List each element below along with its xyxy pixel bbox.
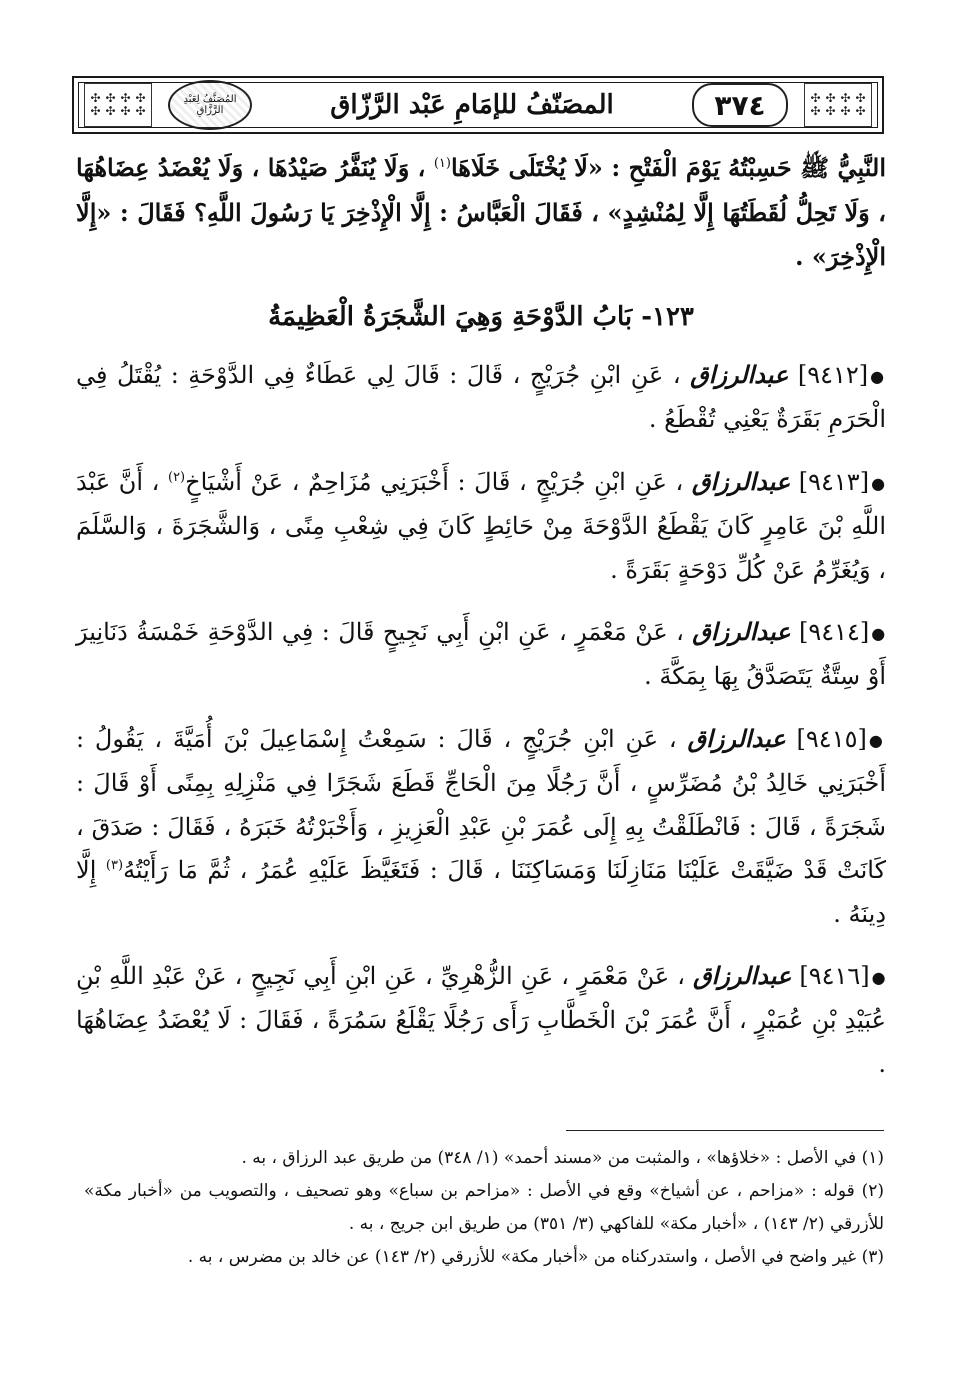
footnote-ref-1[interactable]: (١): [433, 156, 451, 171]
hadith-text-b: إِلَّا دِينَهُ .: [76, 856, 886, 928]
hadith-number: [٩٤١٥]: [796, 724, 867, 753]
footnote-3: (٣) غير واضح في الأصل ، واستدركناه من «أخبار مكة» للأزرقي (٢/ ١٤٣) عن خالد بن مضرس ، به .: [187, 1247, 884, 1267]
hadith-9413: [76, 460, 886, 592]
hadith-9415: [76, 717, 886, 936]
footnote-2: (٢) قوله : «مزاحم ، عن أشياخ» وقع في الأصل : «مزاحم بن سباع» وهو تصحيف ، والتصويب من «أخبار مكة» للأزرقي (٢/ ١٤٣) ، «أخبار مكة» للفاكهي (٣/ ٣٥١) من طريق ابن جريج ، به .: [84, 1181, 884, 1234]
seal-text: المُصَنَّفُ لِعَبْدِ الرَّزَّاقِ: [183, 94, 237, 116]
hadith-text: ، عَنْ مَعْمَرٍ ، عَنِ الزُّهْرِيِّ ، عَنِ ابْنِ أَبِي نَجِيحٍ ، عَنْ عَبْدِ اللَّهِ بْنِ عُبَيْدِ بْنِ عُمَيْرٍ ، أَنَّ عُمَرَ بْنَ الْخَطَّابِ رَأَى رَجُلًا يَقْلَعُ سَمُرَةً ، فَقَالَ : لَا يُعْضَدُ عِضَاهُهَا .: [76, 962, 886, 1078]
narrator-name: عبدالرزاق: [687, 723, 786, 753]
footnote-ref-2[interactable]: (٢): [167, 469, 186, 485]
hadith-9412: [76, 353, 886, 442]
footnote-ref-3[interactable]: (٣): [105, 858, 124, 873]
main-text: [76, 146, 886, 1104]
hadith-9416: [76, 954, 886, 1086]
hadith-number: [٩٤١٣]: [798, 467, 870, 496]
footnote-divider: [566, 1130, 884, 1131]
book-title: المصَنّفُ للإمَامِ عَبْد الرَّزّاق: [330, 90, 614, 120]
hadith-number: [٩٤١٢]: [797, 361, 869, 389]
page-number: ٣٧٤: [692, 83, 788, 127]
footnote-1: (١) في الأصل : «خلاؤها» ، والمثبت من «مسند أحمد» (١/ ٣٤٨) من طريق عبد الرزاق ، به .: [241, 1148, 884, 1168]
hadith-text: ، عَنِ ابْنِ جُرَيْجٍ ، قَالَ : قَالَ لِي عَطَاءٌ فِي الدَّوْحَةِ : يُقْتَلُ فِي الْحَرَمِ بَقَرَةٌ يَعْنِي تُقْطَعُ .: [76, 361, 886, 434]
bullet-icon: ●: [871, 623, 886, 643]
hadith-text-a: ، عَنِ ابْنِ جُرَيْجٍ ، قَالَ : أَخْبَرَنِي مُزَاحِمٌ ، عَنْ أَشْيَاخٍ: [185, 467, 692, 496]
bullet-icon: ●: [868, 730, 886, 750]
footnotes: [84, 1142, 884, 1274]
intro-text-b: ، وَلَا يُنَفَّرُ صَيْدُهَا ، وَلَا يُعْضَدُ عِضَاهُهَا ، وَلَا تَحِلُّ لُقَطَتُهَا إِلَّا لِمُنْشِدٍ» ، فَقَالَ الْعَبَّاسُ : إِلَّا الْإِذْخِرَ يَا رَسُولَ اللَّهِ؟ فَقَالَ : «إِلَّا الْإِذْخِرَ» .: [76, 153, 886, 271]
running-header: [72, 76, 884, 134]
hadith-number: [٩٤١٦]: [799, 962, 870, 990]
narrator-name: عبدالرزاق: [693, 961, 792, 990]
narrator-name: عبدالرزاق: [691, 466, 791, 496]
chapter-heading: ١٢٣- بَابُ الدَّوْحَةِ وَهِيَ الشَّجَرَةُ الْعَظِيمَةُ: [268, 301, 694, 332]
hadith-text: ، عَنْ مَعْمَرٍ ، عَنِ ابْنِ أَبِي نَجِيحٍ قَالَ : فِي الدَّوْحَةِ خَمْسَةُ دَنَانِيرَ أَوْ سِتَّةٌ يَتَصَدَّقُ بِهَا بِمَكَّةَ .: [76, 618, 886, 691]
bullet-icon: ●: [870, 366, 887, 386]
hadith-number: [٩٤١٤]: [798, 618, 870, 646]
bullet-icon: ●: [871, 967, 886, 987]
intro-paragraph: [76, 146, 886, 280]
hadith-9414: [76, 610, 886, 699]
bullet-icon: ●: [871, 473, 886, 493]
hadith-text-b: ، أَنَّ عَبْدَ اللَّهِ بْنَ عَامِرٍ كَانَ يَقْطَعُ الدَّوْحَةَ مِنْ حَائِطٍ كَانَ فِي شِعْبِ مِنًى ، وَالشَّجَرَةَ ، وَالسَّلَمَ ، وَيُغَرِّمُ عَنْ كُلِّ دَوْحَةٍ بَقَرَةً .: [76, 467, 887, 584]
left-ornament-icon: ✣ ✣ ✣ ✣ ✣ ✣ ✣ ✣: [84, 83, 152, 127]
right-ornament-icon: ✣ ✣ ✣ ✣ ✣ ✣ ✣ ✣: [804, 83, 872, 127]
book-seal-logo: [168, 80, 252, 130]
hadith-text-a: ، عَنِ ابْنِ جُرَيْجٍ ، قَالَ : سَمِعْتُ إِسْمَاعِيلَ بْنَ أُمَيَّةَ ، يَقُولُ : أَخْبَرَنِي خَالِدُ بْنُ مُضَرِّسٍ ، أَنَّ رَجُلًا مِنَ الْحَاجِّ قَطَعَ شَجَرًا فِي مَنْزِلِهِ بِمِنًى أَوْ قَالَ : شَجَرَةً ، قَالَ : فَانْطَلَقْتُ بِهِ إِلَى عُمَرَ بْنِ عَبْدِ الْعَزِيزِ ، وَأَخْبَرْتُهُ خَبَرَهُ ، فَقَالَ : صَدَقَ ، كَانَتْ قَدْ ضَيَّقَتْ عَلَيْنَا مَنَازِلَنَا وَمَسَاكِنَنَا ، قَالَ : فَتَغَيَّظَ عَلَيْهِ عُمَرُ ، ثُمَّ مَا رَأَيْتُهُ: [76, 724, 886, 884]
narrator-name: عبدالرزاق: [692, 617, 791, 646]
intro-text-a: النَّبِيُّ ﷺ حَسِبْتُهُ يَوْمَ الْفَتْحِ : «لَا يُخْتَلَى خَلَاهَا: [450, 153, 886, 182]
narrator-name: عبدالرزاق: [690, 360, 789, 389]
